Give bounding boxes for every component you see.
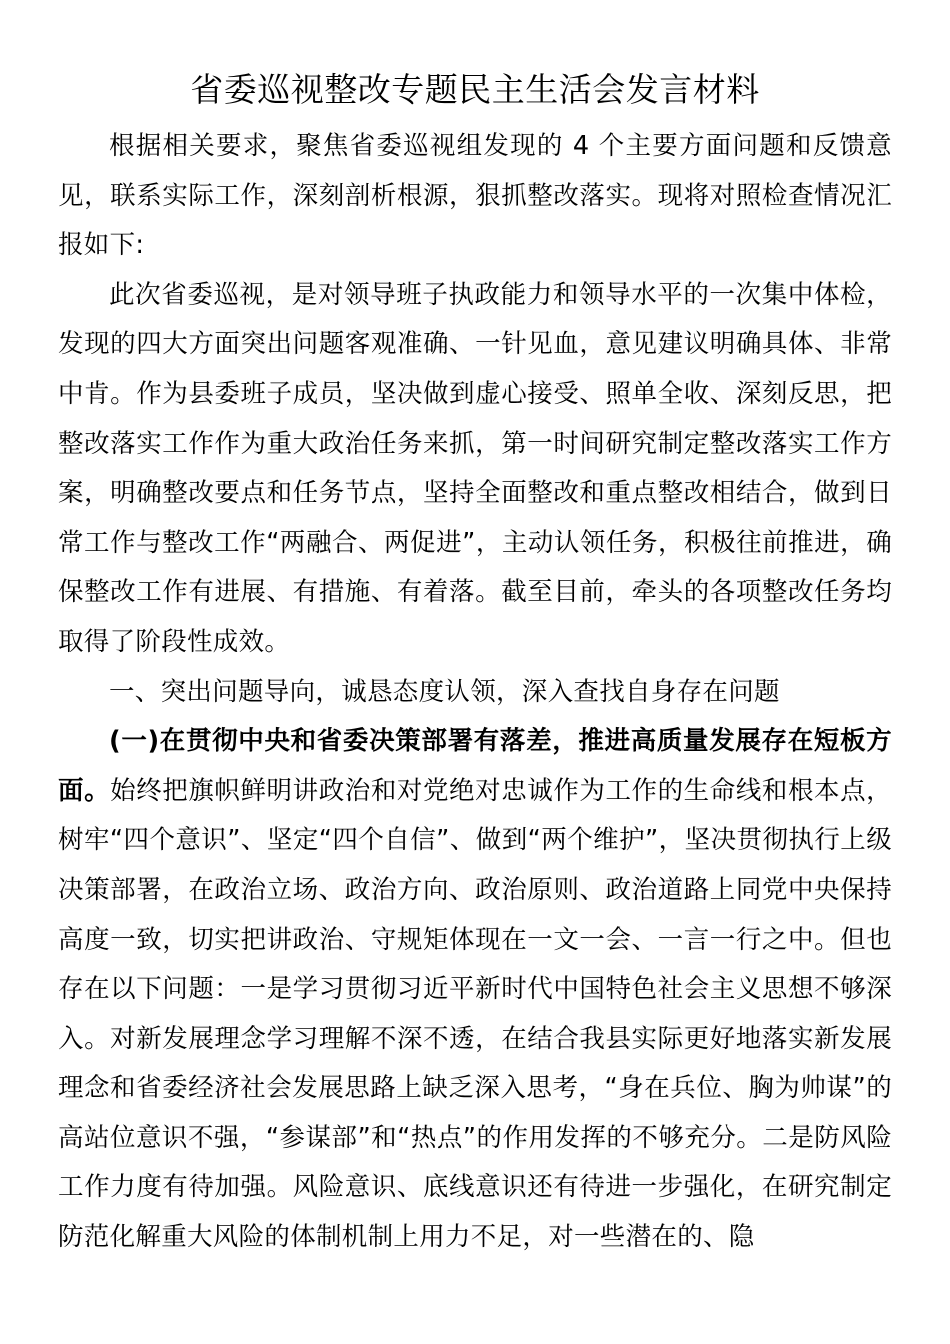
body-paragraph-2: 此次省委巡视，是对领导班子执政能力和领导水平的一次集中体检，发现的四大方面突出问题客观准确、一针见血，意见建议明确具体、非常中肯。作为县委班子成员，坚决做到虚心接受、照单全收、深刻反思，把整改落实工作作为重大政治任务来抓，第一时间研究制定整改落实工作方案，明确整改要点和任务节点，坚持全面整改和重点整改相结合，做到日常工作与整改工作“两融合、两促进”，主动认领任务，积极往前推进，确保整改工作有进展、有措施、有着落。截至目前，牵头的各项整改任务均取得了阶段性成效。 <box>58 279 892 657</box>
document-title: 省委巡视整改专题民主生活会发言材料 <box>190 70 760 109</box>
section-1-heading: 一、突出问题导向，诚恳态度认领，深入查找自身存在问题 <box>109 676 780 707</box>
document-page <box>58 62 892 1263</box>
subsection-1-body: 始终把旗帜鲜明讲政治和对党绝对忠诚作为工作的生命线和根本点，树牢“四个意识”、坚定“四个自信”、做到“两个维护”，坚决贯彻执行上级决策部署，在政治立场、政治方向、政治原则、政治道路上同党中央保持高度一致，切实把讲政治、守规矩体现在一文一会、一言一行之中。但也存在以下问题：一是学习贯彻习近平新时代中国特色社会主义思想不够深入。对新发展理念学习理解不深不透，在结合我县实际更好地落实新发展理念和省委经济社会发展思路上缺乏深入思考，“身在兵位、胸为帅谋”的高站位意识不强，“参谋部”和“热点”的作用发挥的不够充分。二是防风险工作力度有待加强。风险意识、底线意识还有待进一步强化，在研究制定防范化解重大风险的体制机制上用力不足，对一些潜在的、隐 <box>58 775 892 1253</box>
subsection-1-bold-lead: (一)在贯彻中央和省委决策部署有落差，推进高质量发展存在短板方面。 <box>58 726 892 806</box>
subsection-1-paragraph <box>58 717 892 1263</box>
intro-paragraph: 根据相关要求，聚焦省委巡视组发现的 4 个主要方面问题和反馈意见，联系实际工作，深刻剖析根源，狠抓整改落实。现将对照检查情况汇报如下: <box>58 131 892 261</box>
